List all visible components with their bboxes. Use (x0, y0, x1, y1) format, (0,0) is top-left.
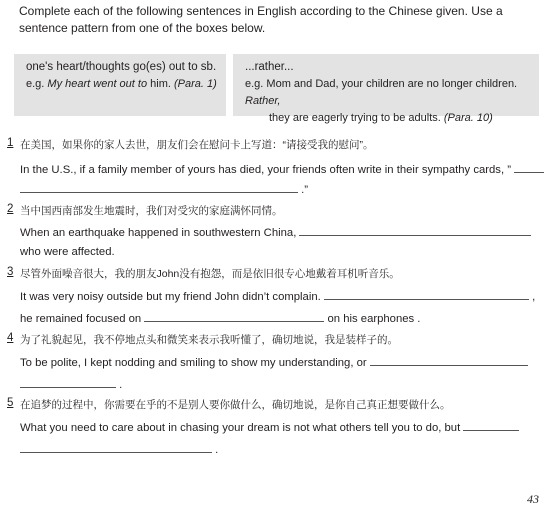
pattern-title: one's heart/thoughts go(es) out to sb. (26, 61, 217, 73)
answer-blank[interactable] (20, 441, 212, 453)
answer-blank[interactable] (514, 161, 544, 173)
question-line-2 (20, 246, 115, 258)
question-number: 5 (7, 397, 14, 409)
pattern-box-2 (233, 54, 539, 124)
question-number: 1 (7, 137, 14, 149)
eg-italic: Rather, (245, 95, 281, 107)
question-text: who were affected. (20, 246, 115, 258)
question-line-2 (20, 441, 218, 456)
question-text: on his earphones . (327, 313, 421, 325)
eg-source: (Para. 10) (443, 112, 493, 124)
question-line-1 (20, 288, 535, 303)
question-chinese: 在美国，如果你的家人去世，朋友们会在慰问卡上写道：“请接受我的慰问”。 (20, 139, 374, 151)
question-line-2 (20, 310, 420, 325)
eg-rest: him. (147, 78, 174, 90)
answer-blank[interactable] (324, 288, 529, 300)
question-text: It was very noisy outside but my friend John didn’t complain. (20, 291, 321, 303)
question-chinese: 为了礼貌起见，我不停地点头和微笑来表示我听懂了，确切地说，我是装样子的。 (20, 334, 398, 346)
question-text: To be polite, I kept nodding and smiling to show my understanding, or (20, 357, 367, 369)
question-line-1 (20, 161, 544, 176)
question-line-1 (20, 354, 528, 369)
question-text: . (215, 444, 219, 456)
question-line-1 (20, 419, 519, 434)
eg-label: e.g. (26, 78, 45, 90)
question-line-2 (20, 376, 122, 391)
question-number: 3 (7, 266, 14, 278)
eg-italic: My heart went out to (47, 78, 148, 90)
question-text: When an earthquake happened in southwestern China, (20, 227, 297, 239)
question-text: he remained focused on (20, 313, 142, 325)
question-text: In the U.S., if a family member of yours has died, your friends often write in their sympathy cards, ” (20, 164, 511, 176)
question-line-1 (20, 224, 531, 239)
question-text: .” (301, 184, 309, 196)
answer-blank[interactable] (299, 224, 531, 236)
pattern-title: ...rather... (245, 61, 294, 73)
question-number: 2 (7, 203, 14, 215)
eg-source: (Para. 1) (174, 78, 217, 90)
pattern-box-1 (14, 54, 226, 116)
page-number: 43 (527, 492, 539, 506)
answer-blank[interactable] (20, 376, 116, 388)
question-chinese: 当中国西南部发生地震时，我们对受灾的家庭满怀同情。 (20, 205, 283, 217)
question-text: . (119, 379, 123, 391)
pattern-example (26, 76, 218, 93)
question-text: , (532, 291, 536, 303)
answer-blank[interactable] (144, 310, 324, 322)
eg-text: Mom and Dad, your children are no longer children. (266, 78, 518, 90)
question-chinese: 在追梦的过程中，你需要在乎的不是别人要你做什么，确切地说，是你自己真正想要做什么。 (20, 399, 451, 411)
question-number: 4 (7, 332, 14, 344)
eg-label: e.g. (245, 78, 264, 90)
question-chinese: 尽管外面噪音很大，我的朋友John没有抱怨，而是依旧很专心地戴着耳机听音乐。 (20, 268, 400, 280)
answer-blank[interactable] (20, 181, 298, 193)
pattern-example (245, 76, 531, 110)
answer-blank[interactable] (370, 354, 528, 366)
pattern-example-line2 (245, 110, 531, 127)
question-line-2 (20, 181, 308, 196)
instructions: Complete each of the following sentences in English according to the Chinese given. Use a sentence pattern from one of the boxes below. (19, 4, 503, 35)
answer-blank[interactable] (463, 419, 519, 431)
question-text: What you need to care about in chasing your dream is not what others tell you to do, but (20, 422, 461, 434)
eg-line2: they are eagerly trying to be adults. (269, 112, 444, 124)
